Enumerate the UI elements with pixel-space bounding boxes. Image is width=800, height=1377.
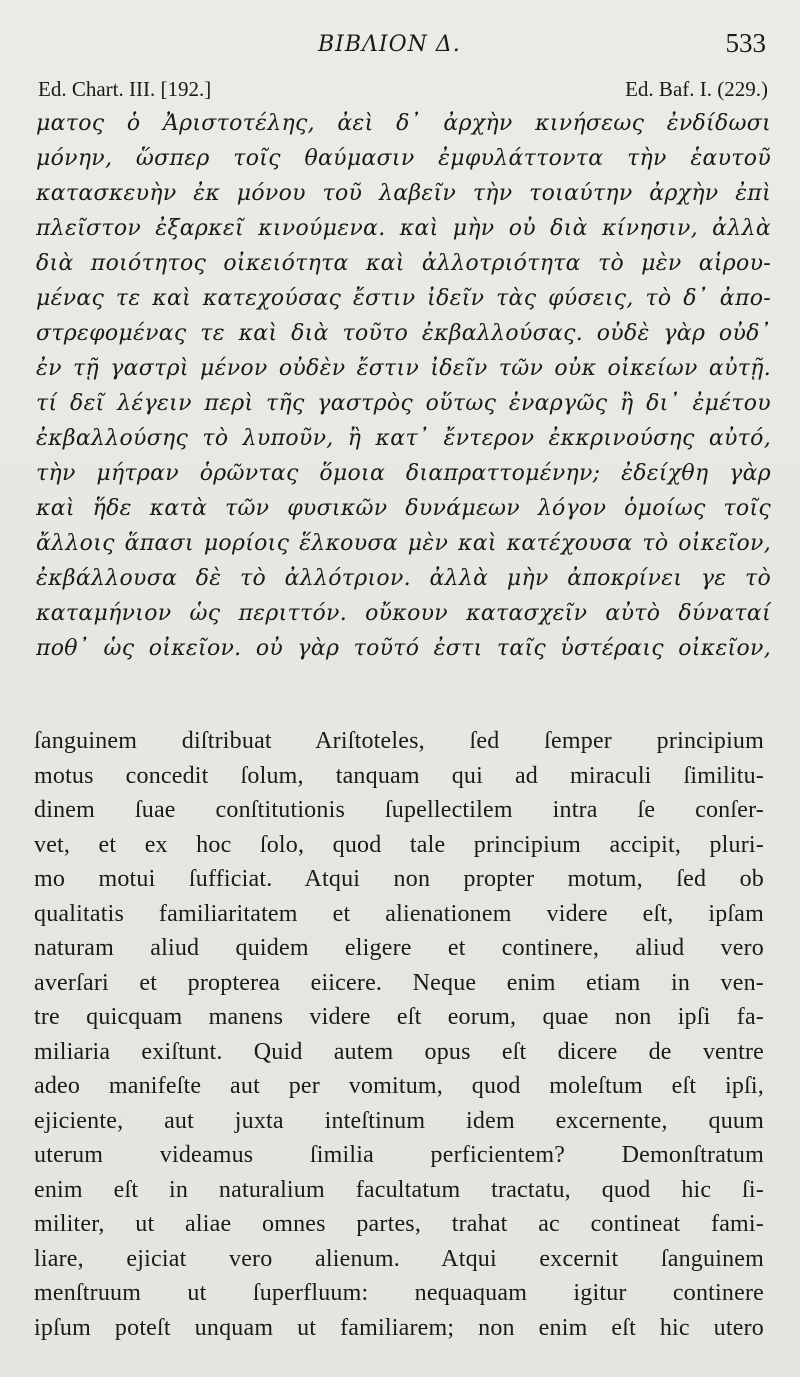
greek-line: ἐκβάλλουσα δὲ τὸ ἀλλότριον. ἀλλὰ μὴν ἀποκρίνει γε τὸ [36, 566, 771, 591]
latin-line: miliaria exiſtunt. Quid autem opus eſt dicere de ventre [34, 1038, 764, 1065]
page-number: 533 [725, 28, 766, 58]
greek-line: ἐκβαλλούσης τὸ λυποῦν, ἢ κατ᾽ ἔντερον ἐκκρινούσης αὐτό, [36, 426, 771, 451]
latin-line: mo motui ſufficiat. Atqui non propter motum, ſed ob [34, 866, 764, 892]
greek-line: κατασκευὴν ἐκ μόνου τοῦ λαβεῖν τὴν τοιαύτην ἀρχὴν ἐπὶ [36, 181, 771, 206]
greek-line: καὶ ἥδε κατὰ τῶν φυσικῶν δυνάμεων λόγον ὁμοίως τοῖς [36, 496, 771, 521]
latin-line: ipſum poteſt unquam ut familiarem; non enim eſt hic utero [34, 1314, 764, 1341]
latin-line: enim eſt in naturalium facultatum tractatu, quod hic ſi- [34, 1176, 764, 1203]
edition-basel: Ed. Baf. I. (229.) [625, 77, 768, 101]
latin-line: naturam aliud quidem eligere et continere, aliud vero [34, 935, 764, 961]
greek-line: διὰ ποιότητος οἰκειότητα καὶ ἀλλοτριότητα τὸ μὲν αἱρου- [36, 251, 771, 276]
running-head-title: ΒΙΒΛΙΟΝ Δ. [318, 32, 461, 57]
edition-references [38, 77, 768, 107]
latin-line: vet, et ex hoc ſolo, quod tale principium accipit, pluri- [34, 831, 764, 858]
latin-line: motus concedit ſolum, tanquam qui ad miraculi ſimilitu- [34, 762, 764, 789]
latin-text-block [34, 724, 764, 1345]
latin-line: tre quicquam manens videre eſt eorum, quae non ipſi fa- [34, 1004, 764, 1030]
latin-line: ſanguinem diſtribuat Ariſtoteles, ſed ſemper principium [34, 728, 764, 754]
edition-chartier: Ed. Chart. III. [192.] [38, 77, 212, 101]
latin-line: militer, ut aliae omnes partes, trahat ac contineat fami- [34, 1211, 764, 1237]
latin-line: adeo manifeſte aut per vomitum, quod moleſtum eſt ipſi, [34, 1073, 764, 1099]
greek-line: πλεῖστον ἐξαρκεῖ κινούμενα. καὶ μὴν οὐ διὰ κίνησιν, ἀλλὰ [36, 216, 771, 241]
greek-line: ἄλλοις ἅπασι μορίοις ἕλκουσα μὲν καὶ κατέχουσα τὸ οἰκεῖον, [36, 531, 771, 556]
greek-line: μόνην, ὥσπερ τοῖς θαύμασιν ἐμφυλάττοντα τὴν ἑαυτοῦ [36, 146, 771, 171]
running-head [0, 26, 800, 66]
greek-line: ἐν τῇ γαστρὶ μένον οὐδὲν ἔστιν ἰδεῖν τῶν οὐκ οἰκείων αὐτῇ. [36, 356, 771, 381]
greek-line: στρεφομένας τε καὶ διὰ τοῦτο ἐκβαλλούσας. οὐδὲ γὰρ οὐδ᾽ [36, 321, 771, 346]
greek-line: καταμήνιον ὡς περιττόν. οὔκουν κατασχεῖν αὐτὸ δύναταί [36, 601, 771, 626]
latin-line: qualitatis familiaritatem et alienationem videre eſt, ipſam [34, 900, 764, 927]
latin-line: menſtruum ut ſuperfluum: nequaquam igitur continere [34, 1280, 764, 1306]
greek-line: ποθ᾽ ὡς οἰκεῖον. οὐ γὰρ τοῦτό ἐστι ταῖς ὑστέραις οἰκεῖον, [36, 636, 771, 661]
latin-line: ejiciente, aut juxta inteſtinum idem excernente, quum [34, 1107, 764, 1134]
greek-line: μένας τε καὶ κατεχούσας ἔστιν ἰδεῖν τὰς φύσεις, τὸ δ᾽ ἀπο- [36, 286, 771, 311]
greek-line: τί δεῖ λέγειν περὶ τῆς γαστρὸς οὕτως ἐναργῶς ἢ δι᾽ ἐμέτου [36, 391, 771, 416]
latin-line: uterum videamus ſimilia perficientem? Demonſtratum [34, 1142, 764, 1168]
greek-line: ματος ὁ Ἀριστοτέλης, ἀεὶ δ᾽ ἀρχὴν κινήσεως ἐνδίδωσι [36, 111, 771, 136]
latin-line: averſari et propterea eiicere. Neque enim etiam in ven- [34, 969, 764, 996]
greek-text-block [36, 106, 771, 666]
latin-line: dinem ſuae conſtitutionis ſupellectilem intra ſe conſer- [34, 797, 764, 823]
greek-line: τὴν μήτραν ὁρῶντας ὅμοια διαπραττομένην; ἐδείχθη γὰρ [36, 461, 771, 486]
latin-line: liare, ejiciat vero alienum. Atqui excernit ſanguinem [34, 1245, 764, 1272]
